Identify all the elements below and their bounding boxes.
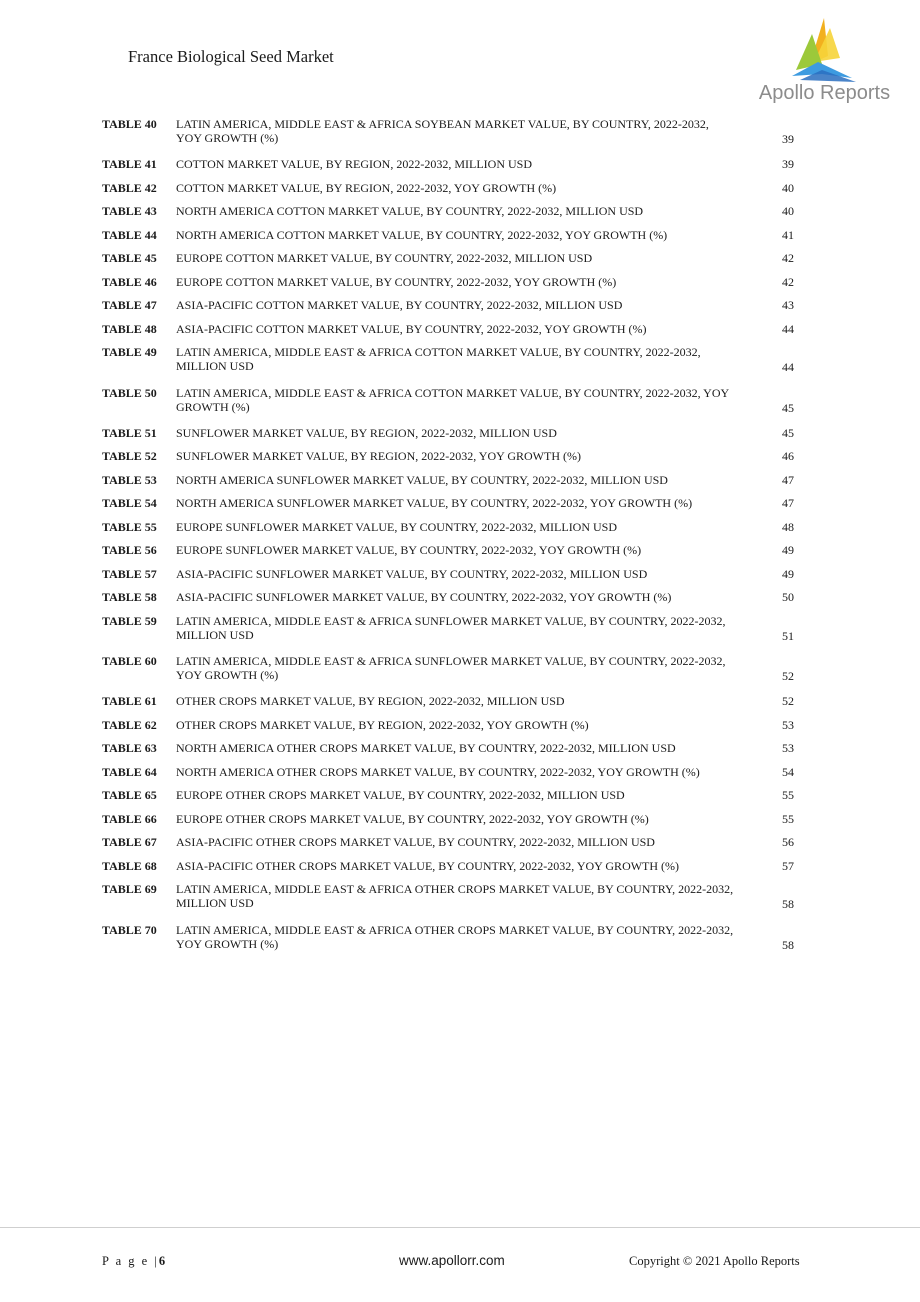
toc-entry[interactable]: [102, 718, 802, 742]
toc-entry-page: 46: [782, 449, 794, 464]
toc-entry[interactable]: [102, 117, 802, 157]
toc-entry-number: TABLE 70: [102, 922, 157, 937]
toc-entry-title-line: YOY GROWTH (%): [176, 668, 279, 683]
toc-entry-number: TABLE 44: [102, 227, 157, 242]
toc-entry-page: 48: [782, 519, 794, 534]
toc-entry-title: [176, 765, 796, 779]
toc-entry-title-line: EUROPE COTTON MARKET VALUE, BY COUNTRY, 2022-2032, YOY GROWTH (%): [176, 274, 617, 289]
toc-entry-title: [176, 520, 796, 534]
toc-entry-title: [176, 882, 796, 910]
footer-divider: [0, 1227, 920, 1228]
toc-entry-page: 47: [782, 472, 794, 487]
toc-entry-title: [176, 812, 796, 826]
toc-entry-number: TABLE 54: [102, 496, 157, 511]
toc-entry-title-line: COTTON MARKET VALUE, BY REGION, 2022-2032, MILLION USD: [176, 157, 532, 172]
toc-entry-title-line: COTTON MARKET VALUE, BY REGION, 2022-2032, YOY GROWTH (%): [176, 180, 557, 195]
toc-entry-title: [176, 117, 796, 145]
toc-entry[interactable]: [102, 520, 802, 544]
toc-entry-title: [176, 496, 796, 510]
toc-entry-title: [176, 181, 796, 195]
toc-entry-title-line: ASIA-PACIFIC COTTON MARKET VALUE, BY COUNTRY, 2022-2032, YOY GROWTH (%): [176, 321, 647, 336]
toc-entry-page: 44: [782, 360, 794, 375]
toc-entry[interactable]: [102, 157, 802, 181]
toc-entry-page: 57: [782, 858, 794, 873]
toc-entry-number: TABLE 57: [102, 566, 157, 581]
toc-entry-title-line: LATIN AMERICA, MIDDLE EAST & AFRICA OTHER CROPS MARKET VALUE, BY COUNTRY, 2022-2032,: [176, 882, 734, 897]
toc-entry[interactable]: [102, 426, 802, 450]
toc-entry-number: TABLE 65: [102, 788, 157, 803]
toc-entry-title: [176, 590, 796, 604]
toc-entry-page: 39: [782, 132, 794, 146]
toc-entry[interactable]: [102, 567, 802, 591]
page-separator: |: [154, 1254, 159, 1268]
toc-entry-number: TABLE 41: [102, 157, 157, 172]
toc-entry[interactable]: [102, 322, 802, 346]
toc-entry-title: [176, 228, 796, 242]
toc-entry-number: TABLE 55: [102, 519, 157, 534]
toc-entry-title: [176, 204, 796, 218]
toc-entry[interactable]: [102, 859, 802, 883]
toc-entry-title-line: NORTH AMERICA COTTON MARKET VALUE, BY COUNTRY, 2022-2032, MILLION USD: [176, 204, 644, 219]
toc-entry-title-line: MILLION USD: [176, 896, 254, 911]
toc-entry[interactable]: [102, 473, 802, 497]
toc-entry-title-line: ASIA-PACIFIC SUNFLOWER MARKET VALUE, BY COUNTRY, 2022-2032, YOY GROWTH (%): [176, 590, 672, 605]
toc-entry-title-line: ASIA-PACIFIC OTHER CROPS MARKET VALUE, BY COUNTRY, 2022-2032, MILLION USD: [176, 835, 655, 850]
toc-entry-number: TABLE 62: [102, 717, 157, 732]
toc-entry-title-line: EUROPE OTHER CROPS MARKET VALUE, BY COUNTRY, 2022-2032, YOY GROWTH (%): [176, 811, 649, 826]
toc-entry[interactable]: [102, 590, 802, 614]
toc-entry[interactable]: [102, 449, 802, 473]
toc-entry-number: TABLE 67: [102, 835, 157, 850]
toc-entry-page: 53: [782, 741, 794, 756]
toc-entry-page: 45: [782, 425, 794, 440]
toc-entry-title-line: GROWTH (%): [176, 399, 250, 414]
toc-entry-title: [176, 251, 796, 265]
toc-entry-number: TABLE 66: [102, 811, 157, 826]
toc-entry-title-line: NORTH AMERICA OTHER CROPS MARKET VALUE, BY COUNTRY, 2022-2032, MILLION USD: [176, 741, 676, 756]
page-number: 6: [158, 1254, 166, 1268]
toc-entry-number: TABLE 69: [102, 882, 157, 897]
toc-entry[interactable]: [102, 694, 802, 718]
toc-entry-number: TABLE 64: [102, 764, 157, 779]
toc-entry-number: TABLE 46: [102, 274, 157, 289]
toc-entry-title-line: LATIN AMERICA, MIDDLE EAST & AFRICA COTTON MARKET VALUE, BY COUNTRY, 2022-2032,: [176, 345, 701, 360]
toc-entry-page: 52: [782, 669, 794, 684]
toc-entry[interactable]: [102, 181, 802, 205]
toc-entry-title-line: ASIA-PACIFIC OTHER CROPS MARKET VALUE, BY COUNTRY, 2022-2032, YOY GROWTH (%): [176, 858, 680, 873]
toc-entry[interactable]: [102, 386, 802, 426]
toc-entry-title-line: YOY GROWTH (%): [176, 936, 279, 951]
toc-entry-number: TABLE 63: [102, 741, 157, 756]
toc-entry-number: TABLE 48: [102, 321, 157, 336]
toc-entry-title: [176, 694, 796, 708]
toc-entry-title: [176, 718, 796, 732]
apollo-reports-logo: [752, 12, 897, 112]
toc-entry-number: TABLE 58: [102, 590, 157, 605]
toc-entry-title: [176, 157, 796, 171]
toc-entry[interactable]: [102, 812, 802, 836]
toc-entry[interactable]: [102, 345, 802, 385]
toc-entry[interactable]: [102, 765, 802, 789]
toc-entry-title: [176, 275, 796, 289]
toc-entry-title-line: SUNFLOWER MARKET VALUE, BY REGION, 2022-2032, YOY GROWTH (%): [176, 449, 581, 464]
toc-entry-title-line: EUROPE SUNFLOWER MARKET VALUE, BY COUNTRY, 2022-2032, YOY GROWTH (%): [176, 543, 642, 558]
toc-entry-title-line: ASIA-PACIFIC COTTON MARKET VALUE, BY COUNTRY, 2022-2032, MILLION USD: [176, 298, 623, 313]
footer-page-indicator: [102, 1254, 165, 1269]
toc-entry-title-line: LATIN AMERICA, MIDDLE EAST & AFRICA SUNFLOWER MARKET VALUE, BY COUNTRY, 2022-2032,: [176, 654, 726, 669]
toc-entry-number: TABLE 49: [102, 345, 157, 360]
logo-icon: [752, 12, 897, 84]
toc-entry-page: 56: [782, 835, 794, 850]
document-title: France Biological Seed Market: [128, 47, 334, 66]
table-of-contents: [102, 117, 802, 963]
toc-entry-title: [176, 788, 796, 802]
toc-entry-page: 51: [782, 628, 794, 643]
toc-entry-title: [176, 654, 796, 682]
toc-entry-title: [176, 473, 796, 487]
toc-entry[interactable]: [102, 614, 802, 654]
toc-entry[interactable]: [102, 251, 802, 275]
toc-entry-title-line: NORTH AMERICA SUNFLOWER MARKET VALUE, BY COUNTRY, 2022-2032, YOY GROWTH (%): [176, 496, 693, 511]
toc-entry[interactable]: [102, 228, 802, 252]
toc-entry-page: 49: [782, 543, 794, 558]
toc-entry-title: [176, 298, 796, 312]
toc-entry-number: TABLE 47: [102, 298, 157, 313]
toc-entry-title-line: YOY GROWTH (%): [176, 131, 279, 145]
toc-entry-number: TABLE 51: [102, 425, 157, 440]
toc-entry-title-line: LATIN AMERICA, MIDDLE EAST & AFRICA COTTON MARKET VALUE, BY COUNTRY, 2022-2032, YOY: [176, 385, 730, 400]
toc-entry[interactable]: [102, 496, 802, 520]
toc-entry-number: TABLE 60: [102, 654, 157, 669]
toc-entry-title-line: SUNFLOWER MARKET VALUE, BY REGION, 2022-2032, MILLION USD: [176, 425, 557, 440]
toc-entry-title-line: EUROPE SUNFLOWER MARKET VALUE, BY COUNTRY, 2022-2032, MILLION USD: [176, 519, 618, 534]
toc-entry-page: 42: [782, 251, 794, 266]
toc-entry-page: 55: [782, 811, 794, 826]
toc-entry-title-line: NORTH AMERICA SUNFLOWER MARKET VALUE, BY COUNTRY, 2022-2032, MILLION USD: [176, 472, 668, 487]
toc-entry-title-line: OTHER CROPS MARKET VALUE, BY REGION, 2022-2032, MILLION USD: [176, 694, 565, 709]
toc-entry[interactable]: [102, 275, 802, 299]
toc-entry-title-line: NORTH AMERICA COTTON MARKET VALUE, BY COUNTRY, 2022-2032, YOY GROWTH (%): [176, 227, 668, 242]
toc-entry-title-line: MILLION USD: [176, 359, 254, 374]
toc-entry-page: 41: [782, 227, 794, 242]
toc-entry-title-line: LATIN AMERICA, MIDDLE EAST & AFRICA SOYBEAN MARKET VALUE, BY COUNTRY, 2022-2032,: [176, 117, 709, 131]
page-label: P a g e: [102, 1254, 150, 1268]
toc-entry-number: TABLE 40: [102, 117, 157, 131]
footer-copyright: Copyright © 2021 Apollo Reports: [629, 1254, 800, 1268]
toc-entry[interactable]: [102, 741, 802, 765]
toc-entry-title-line: NORTH AMERICA OTHER CROPS MARKET VALUE, BY COUNTRY, 2022-2032, YOY GROWTH (%): [176, 764, 700, 779]
toc-entry-page: 40: [782, 204, 794, 219]
toc-entry-number: TABLE 68: [102, 858, 157, 873]
toc-entry[interactable]: [102, 543, 802, 567]
toc-entry-page: 39: [782, 157, 794, 172]
toc-entry-title: [176, 835, 796, 849]
toc-entry-page: 42: [782, 274, 794, 289]
toc-entry-number: TABLE 43: [102, 204, 157, 219]
toc-entry-title-line: ASIA-PACIFIC SUNFLOWER MARKET VALUE, BY COUNTRY, 2022-2032, MILLION USD: [176, 566, 648, 581]
toc-entry[interactable]: [102, 835, 802, 859]
logo-text: Apollo Reports: [758, 82, 891, 104]
toc-entry-title: [176, 386, 796, 414]
toc-entry-page: 49: [782, 566, 794, 581]
toc-entry-page: 45: [782, 400, 794, 415]
toc-entry-title: [176, 614, 796, 642]
toc-entry[interactable]: [102, 788, 802, 812]
toc-entry-title: [176, 449, 796, 463]
toc-entry-title: [176, 345, 796, 373]
toc-entry[interactable]: [102, 298, 802, 322]
toc-entry-page: 43: [782, 298, 794, 313]
toc-entry-page: 47: [782, 496, 794, 511]
toc-entry-title-line: OTHER CROPS MARKET VALUE, BY REGION, 2022-2032, YOY GROWTH (%): [176, 717, 589, 732]
toc-entry-number: TABLE 61: [102, 694, 157, 709]
toc-entry-number: TABLE 50: [102, 385, 157, 400]
toc-entry-page: 40: [782, 180, 794, 195]
toc-entry-page: 55: [782, 788, 794, 803]
toc-entry[interactable]: [102, 204, 802, 228]
toc-entry-title: [176, 322, 796, 336]
toc-entry-title-line: EUROPE COTTON MARKET VALUE, BY COUNTRY, 2022-2032, MILLION USD: [176, 251, 593, 266]
toc-entry-title-line: MILLION USD: [176, 627, 254, 642]
toc-entry-title-line: LATIN AMERICA, MIDDLE EAST & AFRICA SUNFLOWER MARKET VALUE, BY COUNTRY, 2022-2032,: [176, 613, 726, 628]
toc-entry-number: TABLE 53: [102, 472, 157, 487]
toc-entry-page: 58: [782, 937, 794, 952]
toc-entry-number: TABLE 42: [102, 180, 157, 195]
toc-entry-page: 58: [782, 897, 794, 912]
footer-website: www.apollorr.com: [399, 1253, 505, 1268]
toc-entry-page: 54: [782, 764, 794, 779]
toc-entry-title: [176, 923, 796, 951]
toc-entry-title: [176, 426, 796, 440]
toc-entry[interactable]: [102, 882, 802, 922]
toc-entry-title-line: LATIN AMERICA, MIDDLE EAST & AFRICA OTHER CROPS MARKET VALUE, BY COUNTRY, 2022-2032,: [176, 922, 734, 937]
toc-entry-title: [176, 859, 796, 873]
toc-entry-number: TABLE 52: [102, 449, 157, 464]
toc-entry-number: TABLE 45: [102, 251, 157, 266]
toc-entry-page: 44: [782, 321, 794, 336]
toc-entry-title: [176, 567, 796, 581]
toc-entry-number: TABLE 59: [102, 613, 157, 628]
toc-entry[interactable]: [102, 923, 802, 963]
toc-entry-page: 50: [782, 590, 794, 605]
toc-entry-title: [176, 741, 796, 755]
toc-entry[interactable]: [102, 654, 802, 694]
toc-entry-page: 52: [782, 694, 794, 709]
toc-entry-title-line: EUROPE OTHER CROPS MARKET VALUE, BY COUNTRY, 2022-2032, MILLION USD: [176, 788, 625, 803]
toc-entry-title: [176, 543, 796, 557]
toc-entry-number: TABLE 56: [102, 543, 157, 558]
toc-entry-page: 53: [782, 717, 794, 732]
